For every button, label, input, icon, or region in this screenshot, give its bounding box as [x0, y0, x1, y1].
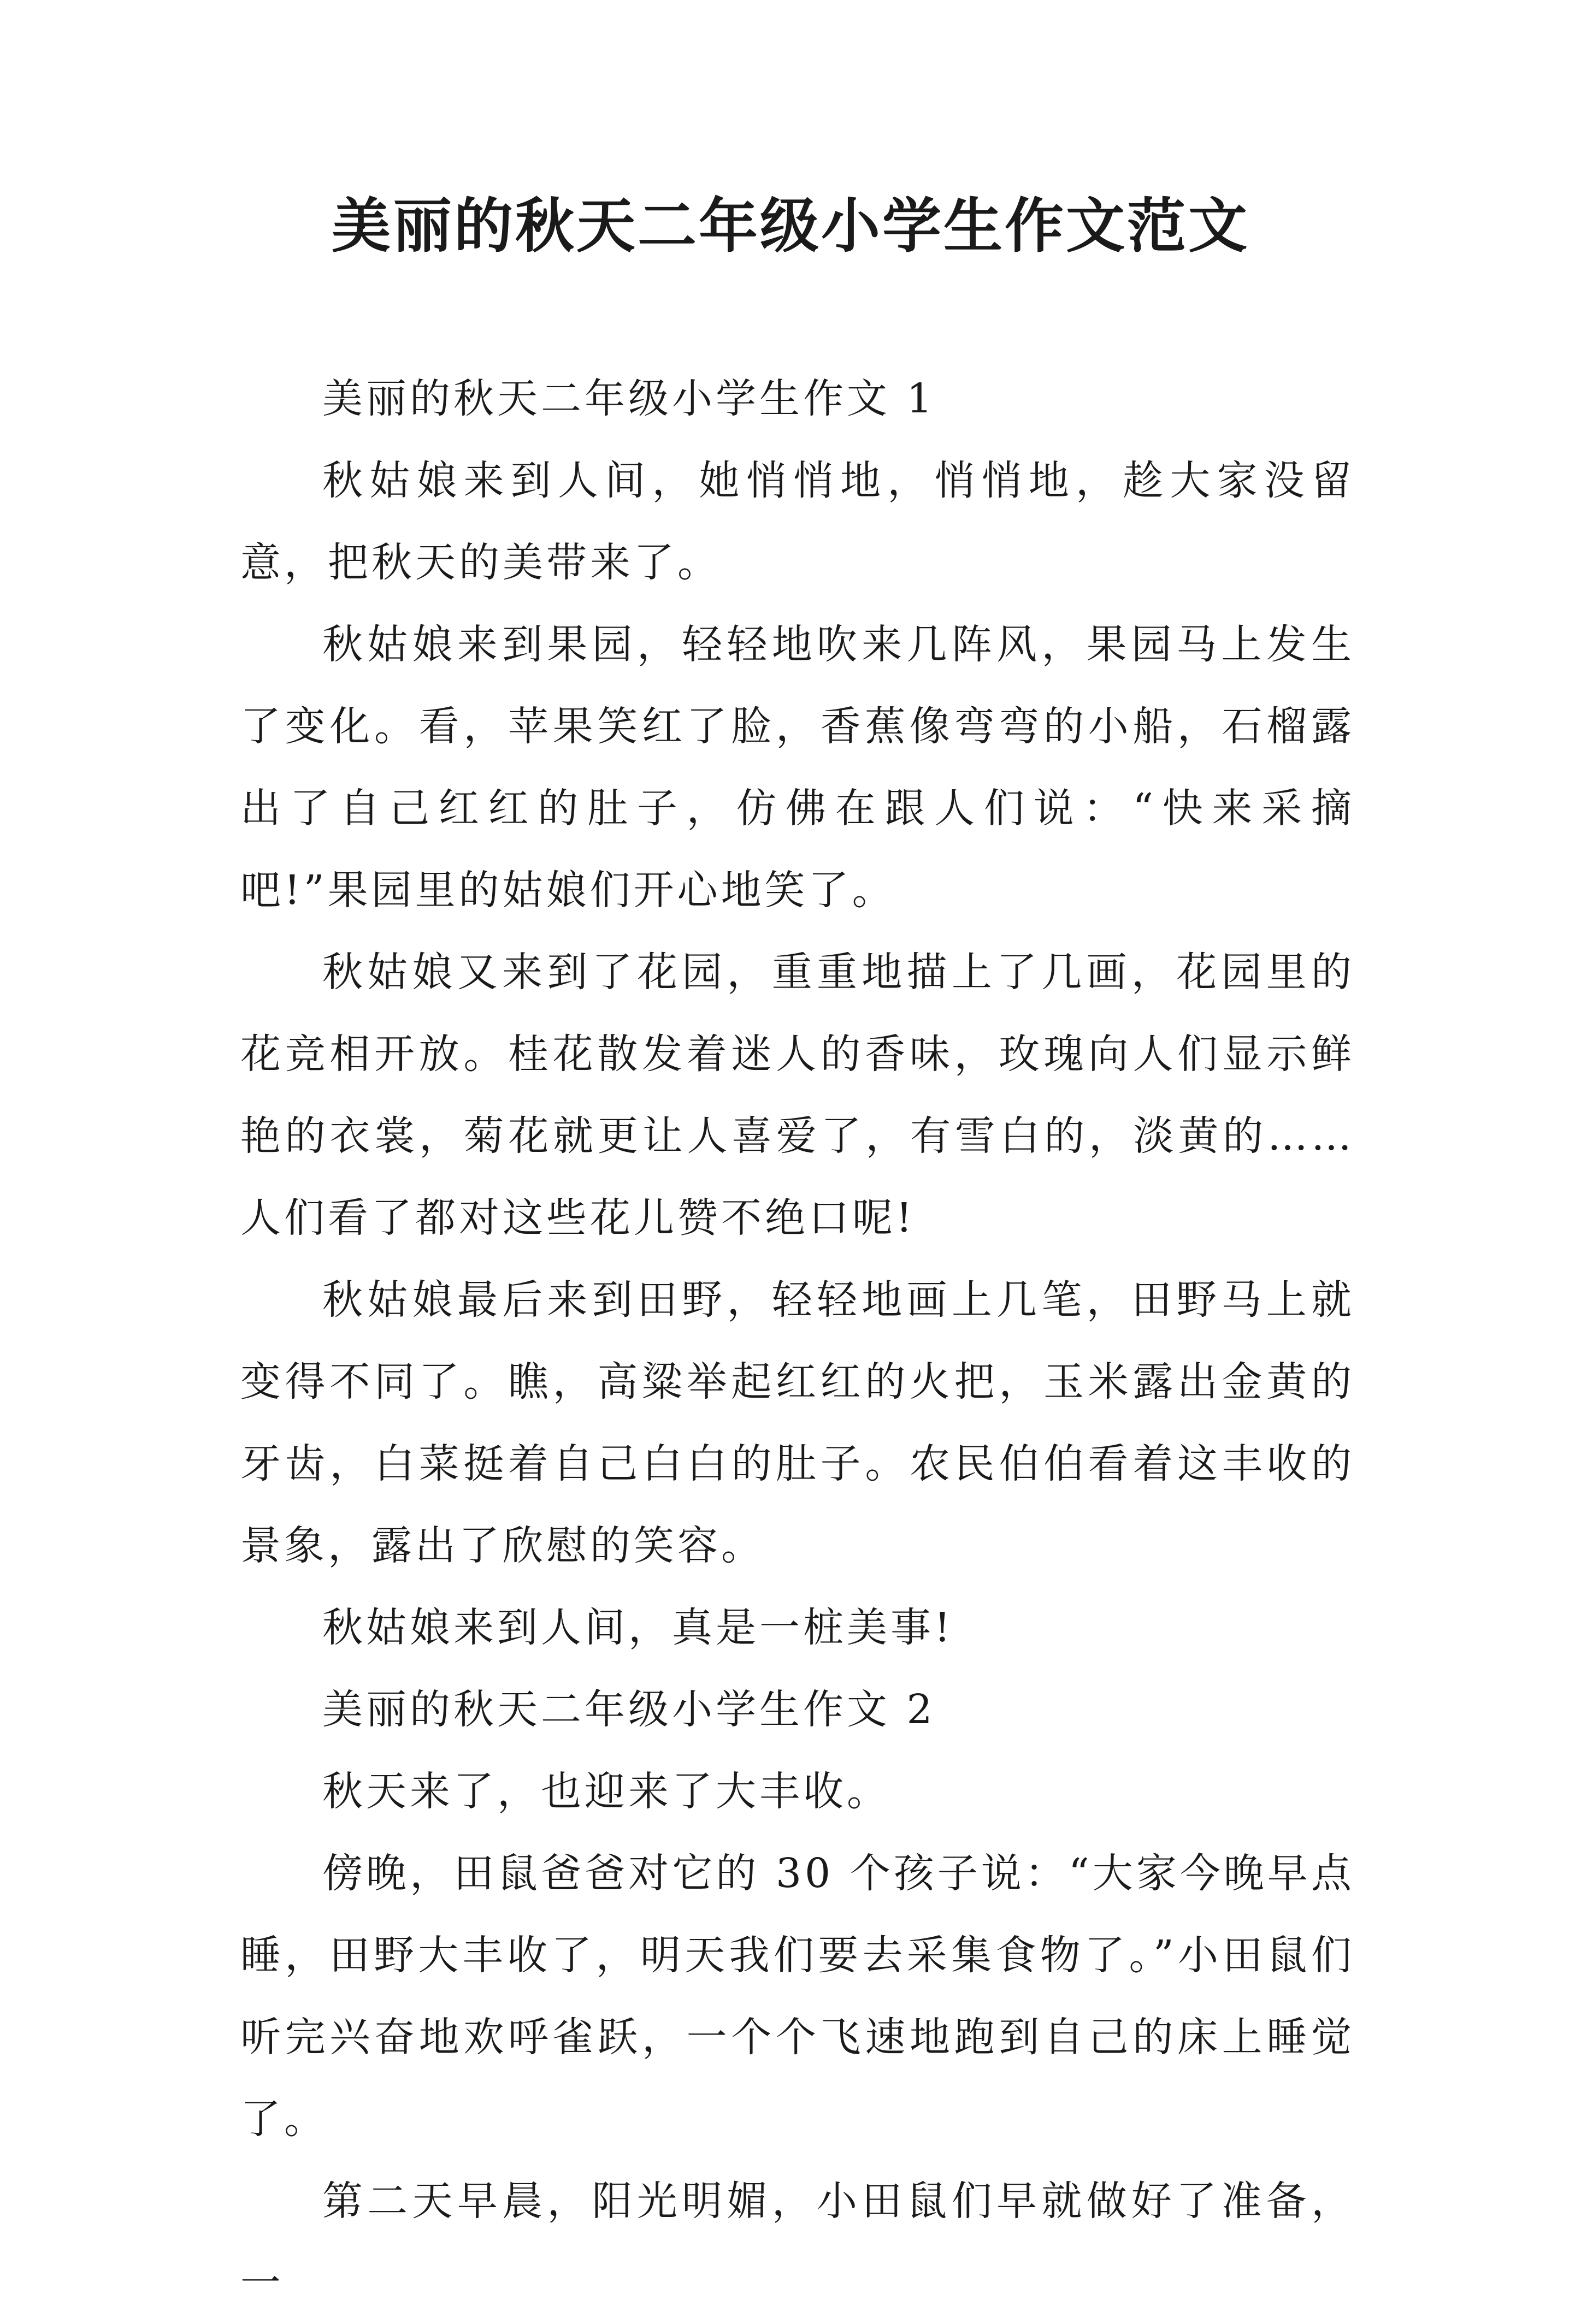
document-body — [240, 358, 1355, 2324]
paragraph: 秋姑娘来到人间，她悄悄地，悄悄地，趁大家没留意，把秋天的美带来了。 — [240, 457, 1355, 586]
document-title: 美丽的秋天二年级小学生作文范文 — [331, 192, 1249, 261]
paragraph: 秋姑娘最后来到田野，轻轻地画上几笔，田野马上就变得不同了。瞧，高粱举起红红的火把，玉米露出金黄的牙齿，白菜挺着自己白白的肚子。农民伯伯看着这丰收的景象，露出了欣慰的笑容。 — [240, 1276, 1355, 1569]
paragraph: 秋天来了，也迎来了大丰收。 — [322, 1768, 890, 1815]
paragraph: 秋姑娘来到果园，轻轻地吹来几阵风，果园马上发生了变化。看，苹果笑红了脸，香蕉像弯弯的小船，石榴露出了自己红红的肚子，仿佛在跟人们说：“快来采摘吧!”果园里的姑娘们开心地笑了。 — [240, 621, 1355, 914]
paragraph: 傍晚，田鼠爸爸对它的 30 个孩子说：“大家今晚早点睡，田野大丰收了，明天我们要去采集食物了。”小田鼠们听完兴奋地欢呼雀跃，一个个飞速地跑到自己的床上睡觉了。 — [240, 1850, 1355, 2143]
essay-heading: 美丽的秋天二年级小学生作文 2 — [322, 1686, 936, 1733]
paragraph: 秋姑娘又来到了花园，重重地描上了几画，花园里的花竞相开放。桂花散发着迷人的香味，玫瑰向人们显示鲜艳的衣裳，菊花就更让人喜爱了，有雪白的，淡黄的……人们看了都对这些花儿赞不绝口呢! — [240, 949, 1355, 1241]
essay-heading: 美丽的秋天二年级小学生作文 1 — [322, 375, 936, 422]
paragraph: 第二天早晨，阳光明媚，小田鼠们早就做好了准备，一 — [240, 2178, 1355, 2307]
paragraph: 秋姑娘来到人间，真是一桩美事! — [322, 1604, 954, 1651]
